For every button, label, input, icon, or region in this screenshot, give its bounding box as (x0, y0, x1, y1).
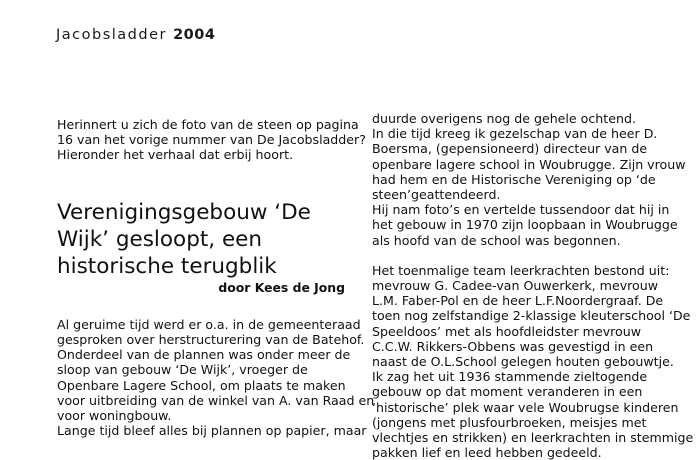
running-header (56, 27, 215, 43)
article-headline (57, 199, 347, 280)
text-line: Lange tijd bleef alles bij plannen op papier, maar (57, 423, 367, 439)
body-paragraph (57, 316, 375, 439)
text-line: Het toenmalige team leerkrachten bestond uit: (372, 262, 670, 278)
text-line: pakken lief en leed hebben gedeeld. (372, 445, 602, 460)
text-line: L.M. Faber-Pol en de heer L.F.Noordergraaf. De (372, 293, 664, 309)
text-line: Onderdeel van de plannen was onder meer de (57, 347, 351, 363)
text-line: Ik zag het uit 1936 stammende zieltogende (372, 369, 648, 385)
text-line: naast de O.L.School gelegen houten gebouwtje. (372, 354, 674, 370)
headline-line: Verenigingsgebouw ‘De (57, 199, 311, 225)
text-line: gesproken over herstructurering van de Batehof. (57, 332, 365, 348)
author-byline: door Kees de Jong (218, 279, 345, 295)
text-line: Openbare Lagere School, om plaats te maken (57, 377, 346, 393)
body-paragraph (372, 263, 694, 460)
text-line: als hoofd van de school was begonnen. (372, 232, 621, 248)
text-line: Boersma, (gepensioneerd) directeur van de (372, 141, 648, 157)
left-column (57, 117, 375, 439)
text-line: C.C.W. Rikkers-Obbens was gevestigd in een (372, 338, 654, 354)
text-line: mevrouw G. Cadee-van Ouwerkerk, mevrouw (372, 278, 659, 294)
text-line: Hieronder het verhaal dat erbij hoort. (57, 147, 294, 163)
text-line: het gebouw in 1970 zijn loopbaan in Woubrugge (372, 217, 678, 233)
text-line: had hem en de Historische Vereniging op ‘de (372, 171, 656, 187)
text-line: gebouw op dat moment veranderen in een (372, 384, 643, 400)
text-line: vlechtjes en strikken) en leerkrachten in stemmige (372, 430, 694, 446)
right-column (372, 111, 694, 460)
text-line: Herinnert u zich de foto van de steen op pagina (57, 117, 359, 132)
text-line: Hij nam foto’s en vertelde tussendoor dat hij in (372, 202, 670, 218)
intro-paragraph (57, 117, 366, 163)
text-line: steen’geattendeerd. (372, 187, 501, 203)
text-line: toen nog zelfstandige 2-klassige kleuterschool ‘De (372, 308, 691, 324)
body-paragraph (372, 111, 694, 248)
text-line: Al geruime tijd werd er o.a. in de gemeenteraad (57, 316, 361, 332)
header-publication: Jacobsladder (56, 27, 167, 43)
text-line: voor woningbouw. (57, 408, 172, 424)
text-line: In die tijd kreeg ik gezelschap van de heer D. (372, 126, 658, 142)
header-year: 2004 (173, 27, 216, 43)
text-line: duurde overigens nog de gehele ochtend. (372, 111, 636, 126)
headline-line: historische terugblik (57, 253, 277, 279)
text-line: (jongens met plusfourbroeken, meisjes met (372, 414, 647, 430)
text-line: Speeldoos’ met als hoofdleidster mevrouw (372, 323, 642, 339)
text-line: voor uitbreiding van de winkel van A. van Raad en (57, 392, 375, 408)
text-line: sloop van gebouw ‘De Wijk’, vroeger de (57, 362, 308, 378)
text-line: 16 van het vorige nummer van De Jacobsladder? (57, 132, 366, 148)
headline-line: Wijk’ gesloopt, een (57, 226, 263, 252)
text-line: openbare lagere school in Woubrugge. Zijn vrouw (372, 156, 686, 172)
text-line: ‘historische’ plek waar vele Woubrugse kinderen (372, 399, 679, 415)
